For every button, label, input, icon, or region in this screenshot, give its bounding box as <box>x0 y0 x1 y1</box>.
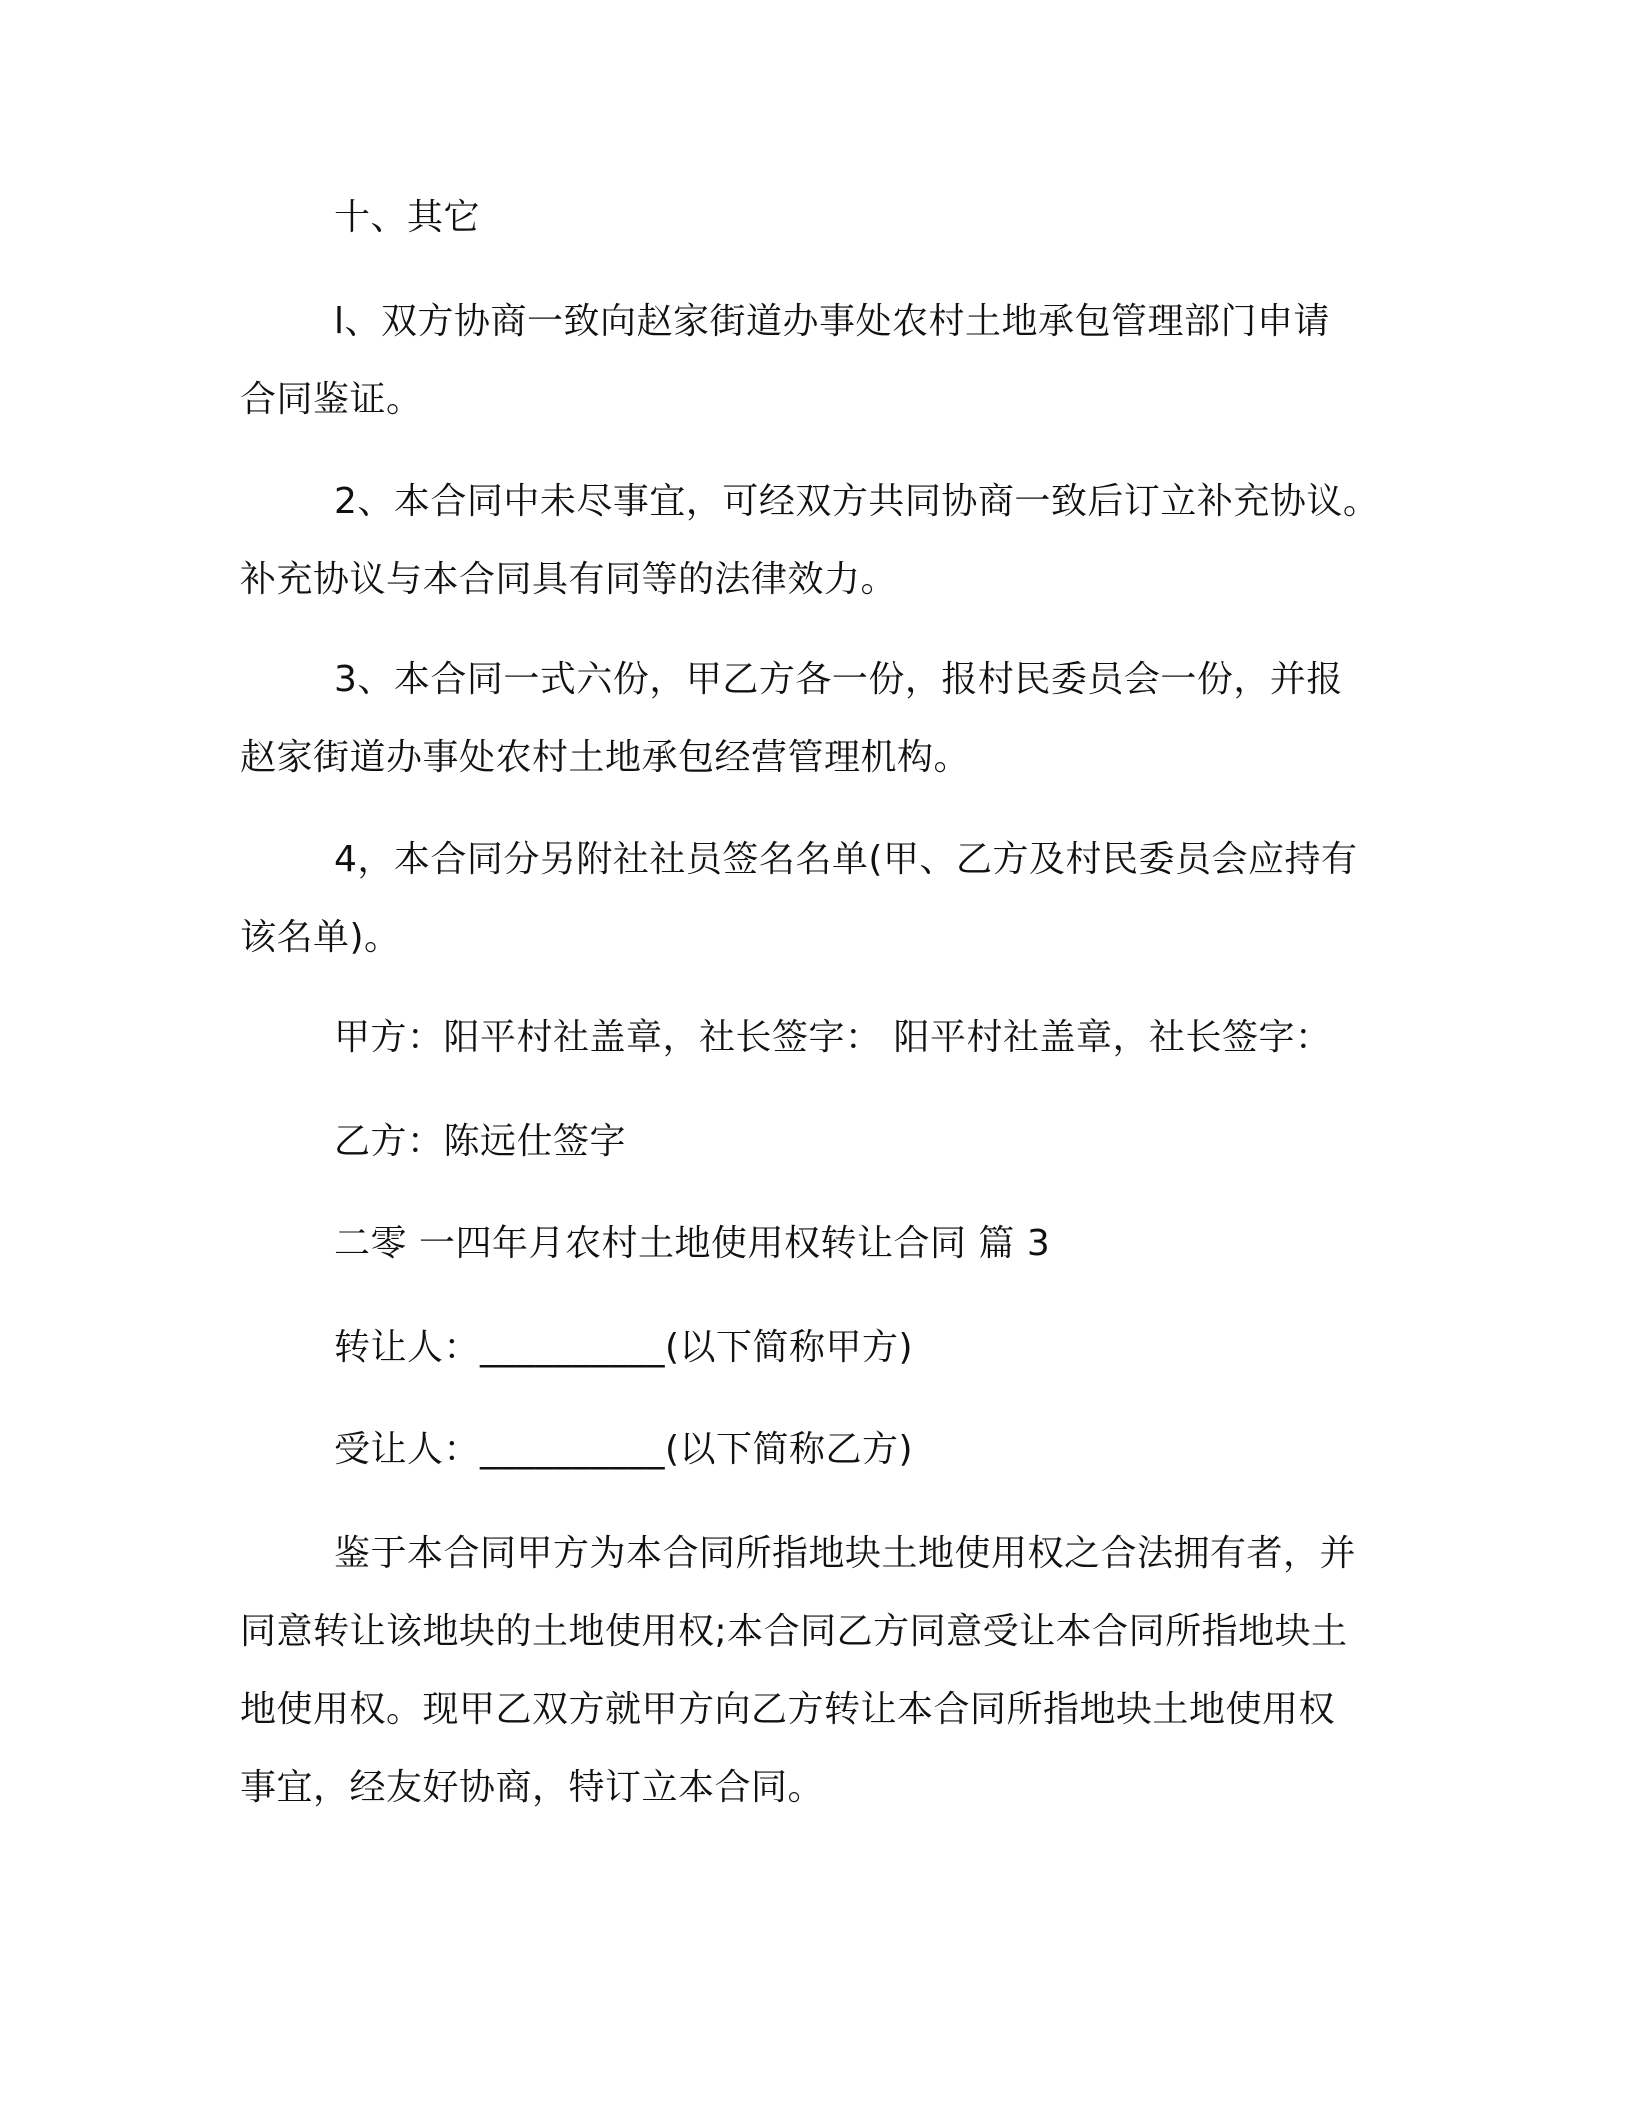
party-a-signature-line: 甲方：阳平村社盖章，社长签字： 阳平村社盖章，社长签字： <box>334 1017 1332 1058</box>
party-b-signature-line: 乙方：陈远仕签字 <box>334 1121 627 1162</box>
preamble-line-4: 事宜，经友好协商，特订立本合同。 <box>240 1767 825 1808</box>
clause-3-line-1: 3、本合同一式六份，甲乙方各一份，报村民委员会一份，并报 <box>334 659 1343 700</box>
preamble-line-1: 鉴于本合同甲方为本合同所指地块土地使用权之合法拥有者，并 <box>334 1533 1357 1574</box>
transferor-field: 转让人：__________(以下简称甲方) <box>334 1327 914 1368</box>
next-contract-title: 二零 一四年月农村土地使用权转让合同 篇 3 <box>334 1223 1051 1264</box>
preamble-line-3: 地使用权。现甲乙双方就甲方向乙方转让本合同所指地块土地使用权 <box>240 1689 1336 1730</box>
section-title: 十、其它 <box>334 197 481 238</box>
preamble-line-2: 同意转让该地块的土地使用权;本合同乙方同意受让本合同所指地块土 <box>240 1611 1348 1652</box>
clause-4-line-2: 该名单)。 <box>240 917 401 958</box>
clause-4-line-1: 4，本合同分另附社社员签名名单(甲、乙方及村民委员会应持有 <box>334 839 1358 880</box>
clause-2-line-2: 补充协议与本合同具有同等的法律效力。 <box>240 559 898 600</box>
clause-1-line-2: 合同鉴证。 <box>240 379 423 420</box>
clause-2-line-1: 2、本合同中未尽事宜，可经双方共同协商一致后订立补充协议。 <box>334 481 1380 522</box>
transferee-field: 受让人：__________(以下简称乙方) <box>334 1429 914 1470</box>
clause-1-line-1: l、双方协商一致向赵家街道办事处农村土地承包管理部门申请 <box>334 301 1331 342</box>
clause-3-line-2: 赵家街道办事处农村土地承包经营管理机构。 <box>240 737 971 778</box>
